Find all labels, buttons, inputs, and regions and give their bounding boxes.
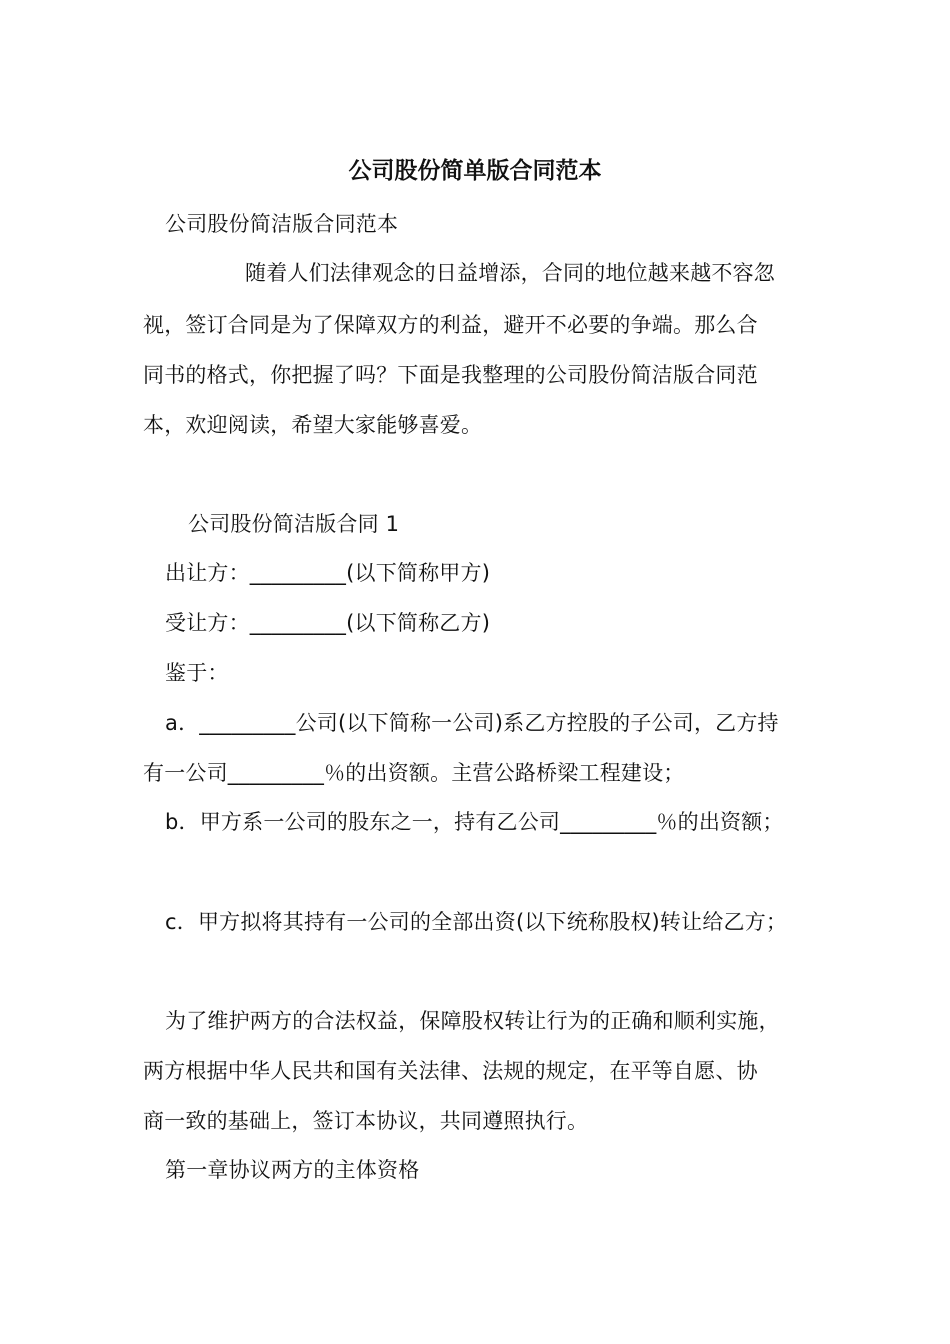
- clause-c-line: c．甲方拟将其持有一公司的全部出资(以下统称股权)转让给乙方；: [165, 910, 788, 934]
- transferee-line: 受让方：_________(以下简称乙方): [165, 611, 491, 635]
- intro-line-4: 本，欢迎阅读，希望大家能够喜爱。: [143, 413, 483, 437]
- whereas-line: 鉴于：: [165, 661, 229, 685]
- clause-b-line: b．甲方系一公司的股东之一，持有乙公司_________％的出资额；: [165, 810, 784, 834]
- document-title: 公司股份简单版合同范本: [348, 158, 602, 184]
- clause-a-line-1: a．_________公司(以下简称一公司)系乙方控股的子公司，乙方持: [165, 711, 779, 735]
- purpose-line-2: 两方根据中华人民共和国有关法律、法规的规定，在平等自愿、协: [143, 1059, 758, 1083]
- contract-heading: 公司股份简洁版合同 1: [188, 512, 400, 536]
- intro-line-2: 视，签订合同是为了保障双方的利益，避开不必要的争端。那么合: [143, 313, 758, 337]
- clause-a-line-2: 有一公司_________％的出资额。主营公路桥梁工程建设；: [143, 761, 685, 785]
- intro-line-1: 随着人们法律观念的日益增添，合同的地位越来越不容忽: [245, 261, 775, 285]
- chapter-one-heading: 第一章协议两方的主体资格: [165, 1158, 420, 1182]
- purpose-line-1: 为了维护两方的合法权益，保障股权转让行为的正确和顺利实施，: [165, 1009, 780, 1033]
- intro-line-3: 同书的格式，你把握了吗？下面是我整理的公司股份简洁版合同范: [143, 363, 758, 387]
- transferor-line: 出让方：_________(以下简称甲方): [165, 561, 491, 585]
- purpose-line-3: 商一致的基础上，签订本协议，共同遵照执行。: [143, 1109, 589, 1133]
- document-subtitle: 公司股份简洁版合同范本: [165, 212, 399, 236]
